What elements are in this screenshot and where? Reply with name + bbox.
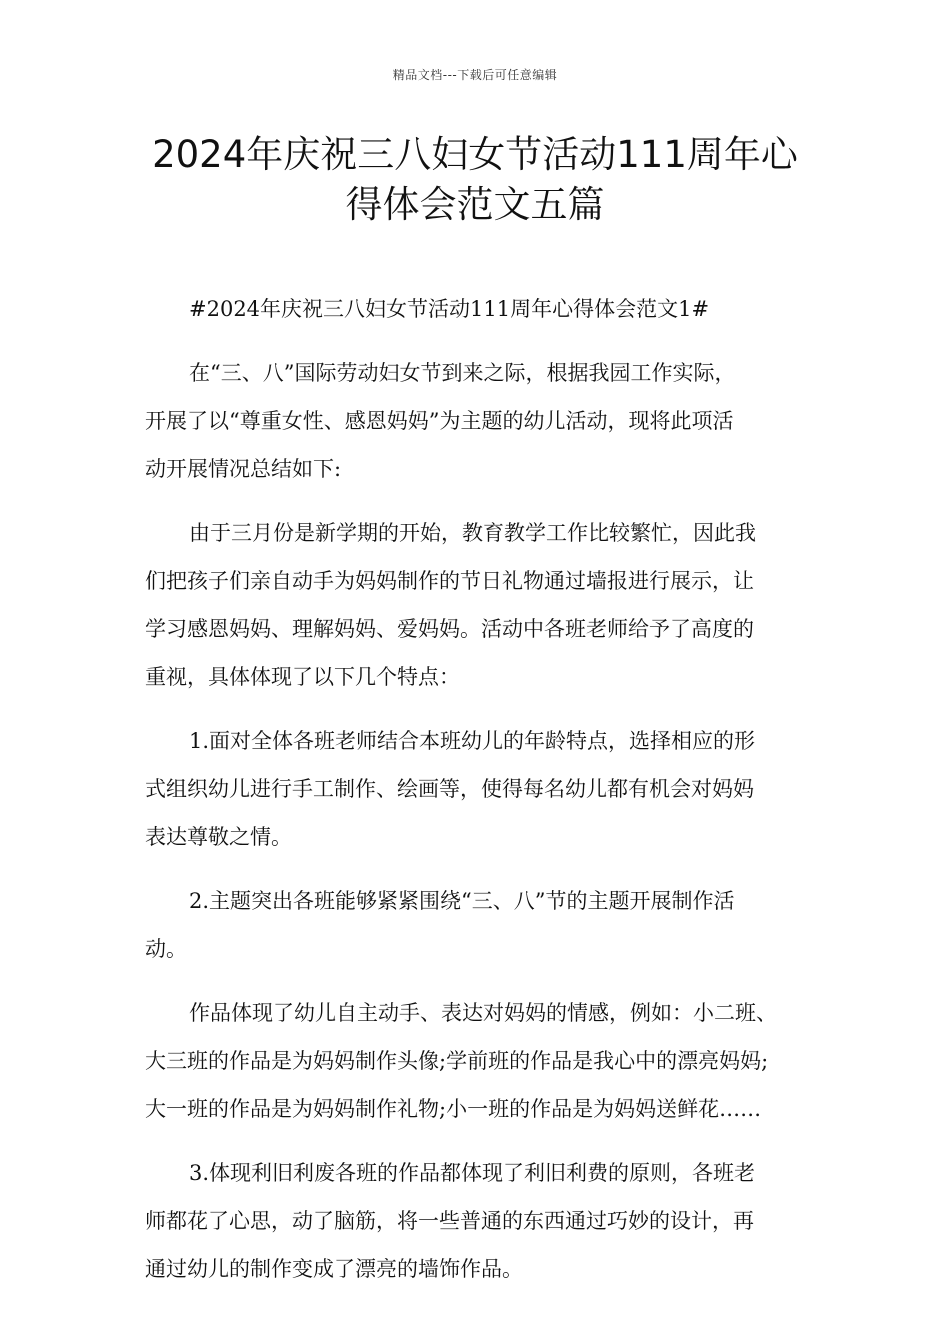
paragraph — [145, 989, 810, 1133]
paragraph-heading — [145, 285, 810, 333]
title-line: 得体会范文五篇 — [345, 183, 605, 226]
text-line: 通过幼儿的制作变成了漂亮的墙饰作品。 — [145, 1257, 523, 1281]
text-line: 开展了以“尊重女性、感恩妈妈”为主题的幼儿活动，现将此项活 — [145, 409, 734, 433]
text-line: #2024年庆祝三八妇女节活动111周年心得体会范文1# — [189, 297, 710, 321]
text-line: 式组织幼儿进行手工制作、绘画等，使得每名幼儿都有机会对妈妈 — [145, 777, 754, 801]
text-line: 表达尊敬之情。 — [145, 825, 292, 849]
text-line: 师都花了心思，动了脑筋，将一些普通的东西通过巧妙的设计，再 — [145, 1209, 754, 1233]
text-line: 动。 — [145, 937, 187, 961]
paragraph — [145, 509, 810, 701]
document-title — [100, 130, 850, 230]
text-line: 2.主题突出各班能够紧紧围绕“三、八”节的主题开展制作活 — [189, 889, 735, 913]
title-line: 2024年庆祝三八妇女节活动111周年心 — [152, 133, 798, 176]
text-line: 们把孩子们亲自动手为妈妈制作的节日礼物通过墙报进行展示，让 — [145, 569, 754, 593]
header-note: 精品文档---下载后可任意编辑 — [392, 68, 558, 82]
text-line: 由于三月份是新学期的开始，教育教学工作比较繁忙，因此我 — [189, 521, 756, 545]
text-line: 在“三、八”国际劳动妇女节到来之际，根据我园工作实际， — [189, 361, 736, 385]
text-line: 作品体现了幼儿自主动手、表达对妈妈的情感，例如：小二班、 — [189, 1001, 777, 1025]
text-line: 动开展情况总结如下: — [145, 457, 342, 481]
text-line: 学习感恩妈妈、理解妈妈、爱妈妈。活动中各班老师给予了高度的 — [145, 617, 754, 641]
text-line: 1.面对全体各班老师结合本班幼儿的年龄特点，选择相应的形 — [189, 729, 756, 753]
text-line: 3.体现利旧利废各班的作品都体现了利旧利费的原则，各班老 — [189, 1161, 756, 1185]
text-line: 大一班的作品是为妈妈制作礼物;小一班的作品是为妈妈送鲜花…… — [145, 1097, 762, 1121]
text-line: 重视，具体体现了以下几个特点： — [145, 665, 460, 689]
paragraph — [145, 349, 810, 493]
document-body — [145, 285, 810, 1309]
text-line: 大三班的作品是为妈妈制作头像;学前班的作品是我心中的漂亮妈妈; — [145, 1049, 769, 1073]
paragraph — [145, 717, 810, 861]
paragraph — [145, 1149, 810, 1293]
paragraph — [145, 877, 810, 973]
